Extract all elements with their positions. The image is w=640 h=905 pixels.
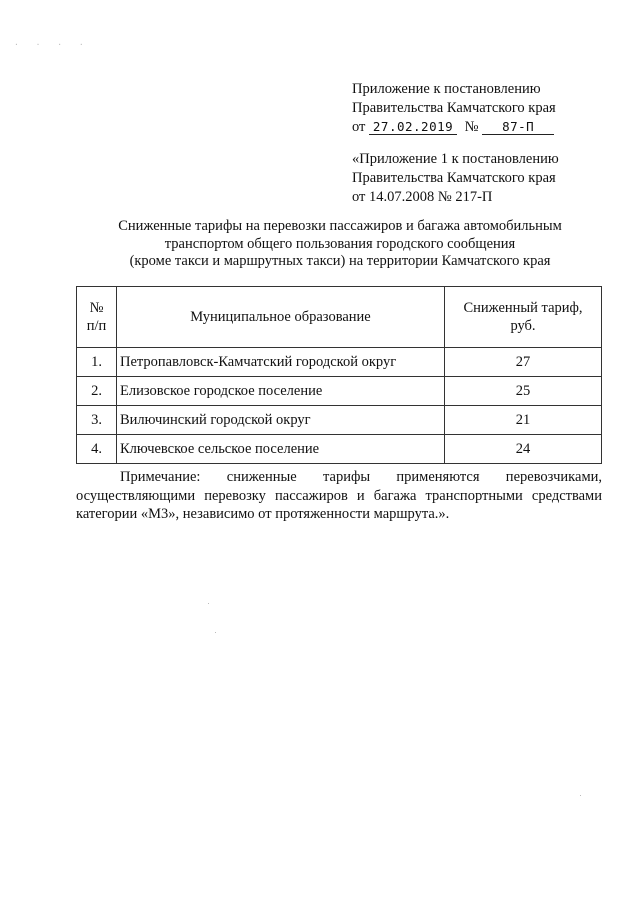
appendix-reference [352, 150, 559, 207]
appendix-ref-line-3: от 14.07.2008 № 217-П [352, 189, 493, 205]
header-tariff-line-2: руб. [510, 318, 536, 334]
row-num: 3. [77, 406, 117, 435]
appendix-line-2: Правительства Камчатского края [352, 100, 556, 116]
row-municipality: Елизовское городское поселение [117, 377, 445, 406]
appendix-date: 27.02.2019 [369, 120, 457, 135]
header-tariff-line-1: Сниженный тариф, [463, 300, 583, 316]
appendix-date-line [352, 118, 556, 137]
table-row [77, 377, 602, 406]
table-row [77, 406, 602, 435]
row-municipality: Ключевское сельское поселение [117, 435, 445, 464]
tariffs-table [76, 286, 602, 464]
header-num-line-1: № [89, 300, 104, 316]
table-row [77, 348, 602, 377]
row-tariff: 27 [445, 348, 602, 377]
header-num [77, 287, 117, 348]
appendix-ref-line-2: Правительства Камчатского края [352, 170, 556, 186]
title-line-1: Сниженные тарифы на перевозки пассажиров и багажа автомобильным [118, 218, 562, 234]
table-row [77, 435, 602, 464]
scan-speck [215, 632, 216, 633]
row-tariff: 25 [445, 377, 602, 406]
row-num: 2. [77, 377, 117, 406]
appendix-ref-line-1: «Приложение 1 к постановлению [352, 151, 559, 167]
header-municipality: Муниципальное образование [117, 287, 445, 348]
row-tariff: 21 [445, 406, 602, 435]
date-prefix: от [352, 119, 366, 135]
table-header-row [77, 287, 602, 348]
header-num-line-2: п/п [86, 318, 107, 334]
appendix-line-1: Приложение к постановлению [352, 81, 541, 97]
note-paragraph: Примечание: сниженные тарифы применяются перевозчиками, осуществляющими перевозку пассажиров и багажа транспортными средствами категории «М3», независимо от протяженности маршрута.». [76, 469, 602, 522]
row-tariff: 24 [445, 435, 602, 464]
row-municipality: Вилючинский городской округ [117, 406, 445, 435]
appendix-number: 87-П [482, 120, 554, 135]
row-municipality: Петропавловск-Камчатский городской округ [117, 348, 445, 377]
title-line-2: транспортом общего пользования городского сообщения [164, 235, 516, 252]
row-num: 4. [77, 435, 117, 464]
document-title [60, 218, 620, 271]
number-prefix: № [464, 119, 479, 135]
title-line-3: (кроме такси и маршрутных такси) на территории Камчатского края [129, 253, 551, 269]
appendix-header [352, 80, 556, 137]
header-tariff [445, 287, 602, 348]
scan-specks: . . . . [14, 38, 90, 47]
scan-speck [580, 795, 581, 796]
scan-speck [208, 603, 209, 604]
row-num: 1. [77, 348, 117, 377]
